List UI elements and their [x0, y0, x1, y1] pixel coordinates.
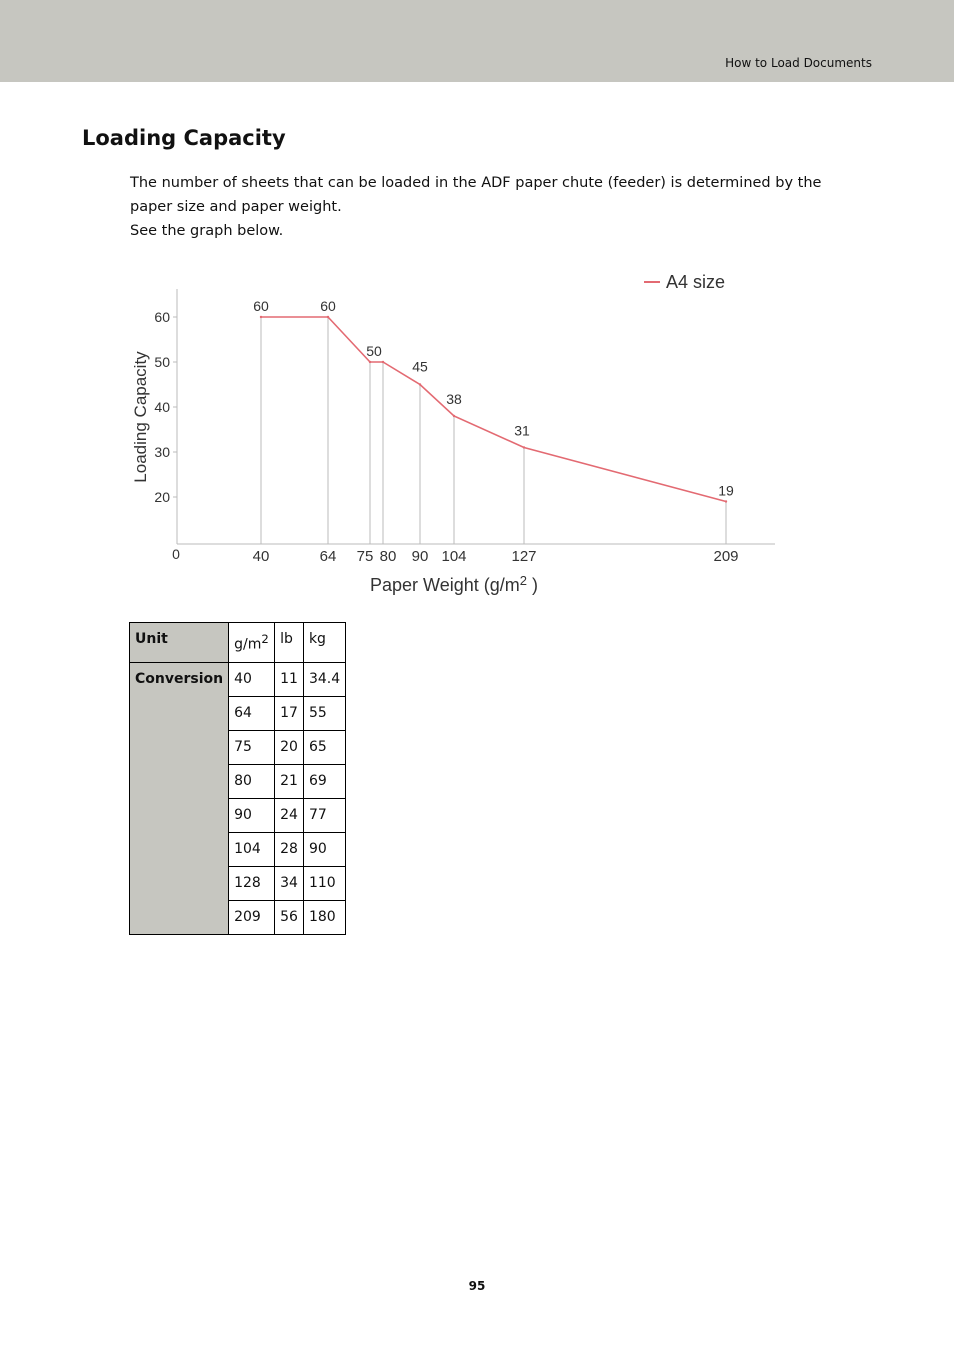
gsm-cell: 75	[229, 730, 275, 764]
data-label: 38	[446, 391, 462, 407]
data-label: 19	[718, 482, 734, 499]
data-point	[419, 383, 421, 385]
table-row	[130, 662, 346, 696]
gsm-header-cell	[229, 623, 275, 663]
x-tick-label: 104	[441, 548, 467, 565]
kg-cell: 34.4	[303, 662, 345, 696]
data-label: 45	[412, 358, 428, 375]
lb-header-cell: lb	[275, 623, 304, 663]
data-point	[453, 415, 455, 417]
conversion-header-cell: Conversion	[130, 662, 229, 934]
lb-cell: 34	[275, 866, 304, 900]
gsm-cell: 128	[229, 866, 275, 900]
intro-paragraph-2: See the graph below.	[130, 223, 284, 239]
lb-cell: 28	[275, 832, 304, 866]
kg-header-cell: kg	[303, 623, 345, 663]
origin-label: 0	[172, 546, 180, 562]
gsm-cell: 40	[229, 662, 275, 696]
data-point	[382, 361, 384, 363]
series-line-a4	[261, 317, 726, 502]
header-title: How to Load Documents	[725, 56, 872, 70]
gsm-cell: 64	[229, 696, 275, 730]
lb-cell: 24	[275, 798, 304, 832]
kg-cell: 77	[303, 798, 345, 832]
legend-label: A4 size	[666, 272, 726, 292]
intro-text	[130, 171, 860, 243]
gsm-header-text: g/m	[234, 636, 262, 653]
y-axis-label: Loading Capacity	[131, 351, 150, 483]
gsm-cell: 104	[229, 832, 275, 866]
lb-cell: 17	[275, 696, 304, 730]
x-tick-label: 90	[411, 548, 429, 565]
data-point	[523, 446, 525, 448]
kg-cell: 65	[303, 730, 345, 764]
header-bar	[0, 0, 954, 82]
gsm-cell: 90	[229, 798, 275, 832]
x-tick-label: 209	[713, 548, 739, 565]
x-tick-label: 40	[252, 548, 270, 565]
page-title: Loading Capacity	[82, 126, 286, 150]
lb-cell: 56	[275, 900, 304, 934]
data-label: 31	[514, 422, 530, 439]
y-tick-label: 40	[154, 399, 170, 415]
conversion-table	[129, 622, 346, 935]
x-tick-label: 127	[511, 548, 537, 565]
lb-cell: 11	[275, 662, 304, 696]
y-tick-label: 20	[154, 489, 170, 505]
table-header-row	[130, 623, 346, 663]
lb-cell: 21	[275, 764, 304, 798]
x-tick-label: 75	[356, 548, 374, 565]
gsm-header-sup: 2	[261, 632, 269, 646]
y-tick-label: 30	[154, 444, 170, 460]
intro-paragraph: The number of sheets that can be loaded in the ADF paper chute (feeder) is determined by the paper size and paper weight.	[130, 175, 822, 215]
x-axis-label: Paper Weight ($g/m^2$ )	[370, 573, 538, 595]
data-point	[369, 361, 371, 363]
y-tick-label: 60	[154, 309, 170, 325]
x-tick-label: 80	[379, 548, 397, 565]
data-label: 50	[366, 343, 382, 359]
kg-cell: 180	[303, 900, 345, 934]
page-number: 95	[468, 1279, 486, 1293]
unit-header-cell: Unit	[130, 623, 229, 663]
lb-cell: 20	[275, 730, 304, 764]
gsm-cell: 209	[229, 900, 275, 934]
data-label: 60	[253, 298, 269, 314]
kg-cell: 110	[303, 866, 345, 900]
gsm-cell: 80	[229, 764, 275, 798]
data-point	[260, 316, 262, 318]
data-point	[725, 500, 727, 502]
chart-svg	[120, 262, 790, 607]
y-tick-label: 50	[154, 354, 170, 370]
kg-cell: 69	[303, 764, 345, 798]
kg-cell: 90	[303, 832, 345, 866]
loading-capacity-chart	[120, 262, 790, 607]
kg-cell: 55	[303, 696, 345, 730]
data-point	[327, 316, 329, 318]
x-tick-label: 64	[319, 548, 337, 565]
data-label: 60	[320, 298, 336, 314]
